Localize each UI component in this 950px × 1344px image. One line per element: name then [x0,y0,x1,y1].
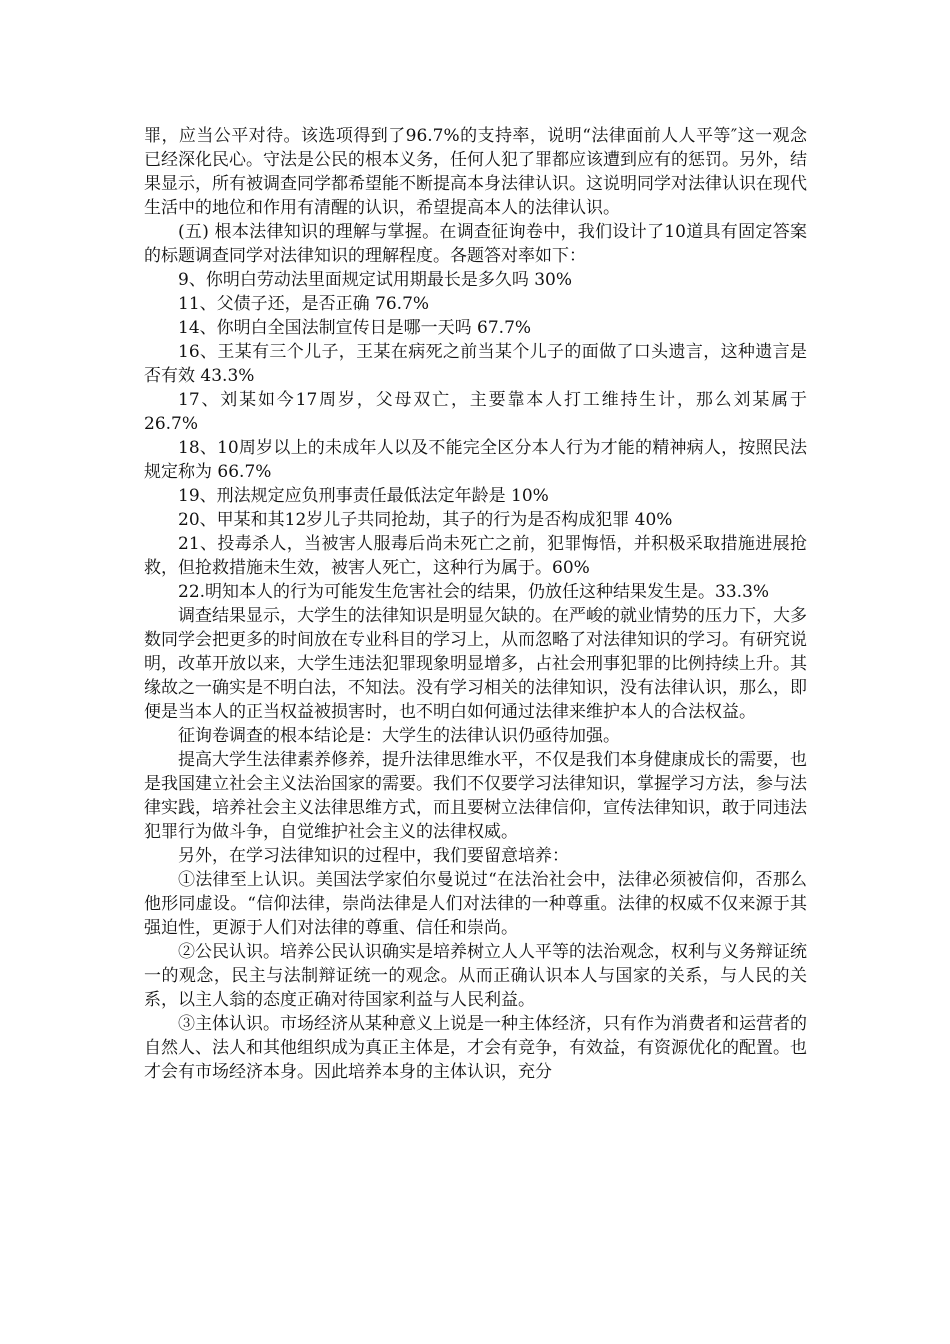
question-item-16: 16、王某有三个儿子，王某在病死之前当某个儿子的面做了口头遗言，这种遗言是否有效 43.3% [144,342,807,386]
question-item-18: 18、10周岁以上的未成年人以及不能完全区分本人行为才能的精神病人，按照民法规定称为 66.7% [144,438,807,482]
paragraph-citizen-awareness: ②公民认识。培养公民认识确实是培养树立人人平等的法治观念，权利与义务辩证统一的观念，民主与法制辩证统一的观念。从而正确认识本人与国家的关系，与人民的关系，以主人翁的态度正确对待国家利益与人民利益。 [144,942,807,1010]
question-item-19: 19、刑法规定应负刑事责任最低法定年龄是 10% [178,486,549,506]
paragraph-section-five: (五) 根本法律知识的理解与掌握。在调查征询卷中，我们设计了10道具有固定答案的标题调查同学对法律知识的理解程度。各题答对率如下： [144,222,807,266]
question-item-21: 21、投毒杀人，当被害人服毒后尚未死亡之前，犯罪悔悟，并积极采取措施进展抢救，但抢救措施未生效，被害人死亡，这种行为属于。60% [144,534,807,578]
paragraph-conclusion: 征询卷调查的根本结论是：大学生的法律认识仍亟待加强。 [178,726,620,746]
question-item-9: 9、你明白劳动法里面规定试用期最长是多久吗 30% [178,270,573,290]
paragraph-cultivate-intro: 另外，在学习法律知识的过程中，我们要留意培养： [178,846,569,866]
question-item-11: 11、父债子还，是否正确 76.7% [178,294,430,314]
question-item-14: 14、你明白全国法制宣传日是哪一天吗 67.7% [178,318,532,338]
paragraph-subject-awareness: ③主体认识。市场经济从某种意义上说是一种主体经济，只有作为消费者和运营者的自然人、法人和其他组织成为真正主体是，才会有竞争，有效益，有资源优化的配置。也才会有市场经济本身。因此培养本身的主体认识，充分 [144,1014,807,1082]
question-item-20: 20、甲某和其12岁儿子共同抢劫，其子的行为是否构成犯罪 40% [178,510,673,530]
question-item-22: 22.明知本人的行为可能发生危害社会的结果，仍放任这种结果发生是。33.3% [178,582,770,602]
question-item-17: 17、刘某如今17周岁，父母双亡，主要靠本人打工维持生计，那么刘某属于 26.7% [144,390,807,434]
paragraph-improve-literacy: 提高大学生法律素养修养，提升法律思维水平，不仅是我们本身健康成长的需要，也是我国建立社会主义法治国家的需要。我们不仅要学习法律知识，掌握学习方法，参与法律实践，培养社会主义法律思维方式，而且要树立法律信仰，宣传法律知识，敢于同违法犯罪行为做斗争，自觉维护社会主义的法律权威。 [144,750,807,842]
document-body [144,124,807,1084]
paragraph-survey-results: 调查结果显示，大学生的法律知识是明显欠缺的。在严峻的就业情势的压力下，大多数同学会把更多的时间放在专业科目的学习上，从而忽略了对法律知识的学习。有研究说明，改革开放以来，大学生违法犯罪现象明显增多，占社会刑事犯罪的比例持续上升。其缘故之一确实是不明白法，不知法。没有学习相关的法律知识，没有法律认识，那么，即便是当本人的正当权益被损害时，也不明白如何通过法律来维护本人的合法权益。 [144,606,807,722]
paragraph-continuation: 罪，应当公平对待。该选项得到了96.7%的支持率，说明“法律面前人人平等″这一观念已经深化民心。守法是公民的根本义务，任何人犯了罪都应该遭到应有的惩罚。另外，结果显示，所有被调查同学都希望能不断提高本身法律认识。这说明同学对法律认识在现代生活中的地位和作用有清醒的认识，希望提高本人的法律认识。 [144,126,807,218]
paragraph-law-supremacy: ①法律至上认识。美国法学家伯尔曼说过“在法治社会中，法律必须被信仰，否那么他形同虚设。“信仰法律，崇尚法律是人们对法律的一种尊重。法律的权威不仅来源于其强迫性，更源于人们对法律的尊重、信任和崇尚。 [144,870,807,938]
